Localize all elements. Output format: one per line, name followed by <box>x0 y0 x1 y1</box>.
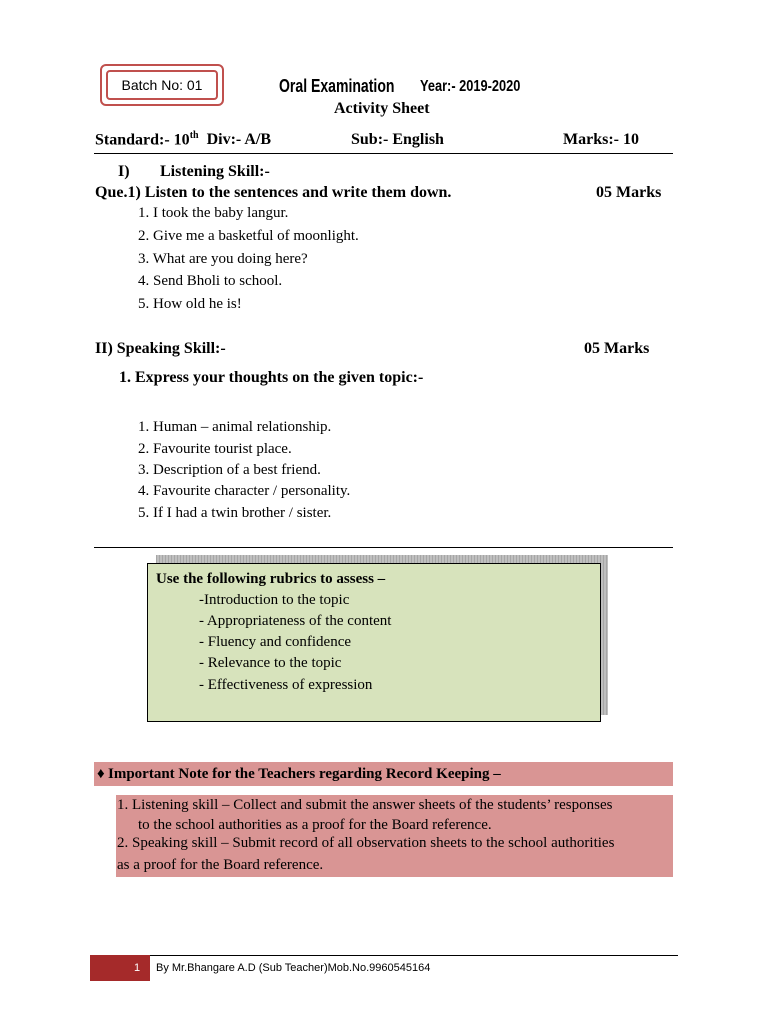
rubric-heading: Use the following rubrics to assess – <box>156 571 386 587</box>
section1-heading: Listening Skill:- <box>160 163 270 180</box>
list-item: 3. What are you doing here? <box>138 251 308 267</box>
rubric-item: - Appropriateness of the content <box>199 613 392 629</box>
footer-credit: By Mr.Bhangare A.D (Sub Teacher)Mob.No.9960545164 <box>156 962 431 974</box>
exam-title: Oral Examination <box>279 76 395 96</box>
section1-marks: 05 Marks <box>596 184 662 201</box>
note-line: 1. Listening skill – Collect and submit the answer sheets of the students’ responses <box>117 797 613 813</box>
list-item: 4. Send Bholi to school. <box>138 273 283 289</box>
sheet-subtitle: Activity Sheet <box>334 100 430 117</box>
section1-question: Que.1) Listen to the sentences and write them down. <box>95 184 452 201</box>
list-item: 1. I took the baby langur. <box>138 205 289 221</box>
list-item: 5. If I had a twin brother / sister. <box>138 505 332 521</box>
subject-label: Sub:- English <box>351 131 444 148</box>
footer-page-block <box>90 955 150 981</box>
list-item: 1. Human – animal relationship. <box>138 419 332 435</box>
note-line: 2. Speaking skill – Submit record of all observation sheets to the school authorities <box>117 835 615 851</box>
section2-heading: II) Speaking Skill:- <box>95 340 226 357</box>
note-heading: Important Note for the Teachers regarding Record Keeping – <box>108 766 501 782</box>
division-label: Div:- A/B <box>206 131 272 149</box>
marks-label: Marks:- 10 <box>563 131 639 148</box>
list-item: 2. Give me a basketful of moonlight. <box>138 228 359 244</box>
section2-marks: 05 Marks <box>584 340 650 357</box>
note-header <box>94 762 673 786</box>
batch-box <box>100 64 224 106</box>
rubric-item: - Effectiveness of expression <box>199 677 373 693</box>
standard-sup: th <box>189 130 199 141</box>
note-body <box>116 795 673 877</box>
note-line: as a proof for the Board reference. <box>117 857 324 873</box>
diamond-bullet-icon: ♦ <box>97 766 105 782</box>
section-divider <box>94 547 673 548</box>
standard-field <box>95 130 271 149</box>
header-divider <box>94 153 673 154</box>
list-item: 4. Favourite character / personality. <box>138 483 351 499</box>
exam-year: Year:- 2019-2020 <box>420 78 521 95</box>
page-number: 1 <box>134 962 141 974</box>
rubric-item: - Fluency and confidence <box>199 634 352 650</box>
batch-label: Batch No: 01 <box>106 70 218 100</box>
rubric-box <box>147 563 601 722</box>
list-item: 2. Favourite tourist place. <box>138 441 292 457</box>
standard-label: Standard:- 10 <box>95 131 190 149</box>
rubric-item: -Introduction to the topic <box>199 592 350 608</box>
note-line: to the school authorities as a proof for the Board reference. <box>138 817 492 833</box>
list-item: 5. How old he is! <box>138 296 242 312</box>
list-item: 3. Description of a best friend. <box>138 462 321 478</box>
rubric-item: - Relevance to the topic <box>199 655 342 671</box>
section1-number: I) <box>118 163 130 180</box>
section2-question: 1. Express your thoughts on the given topic:- <box>119 369 424 386</box>
footer-divider <box>90 955 678 956</box>
